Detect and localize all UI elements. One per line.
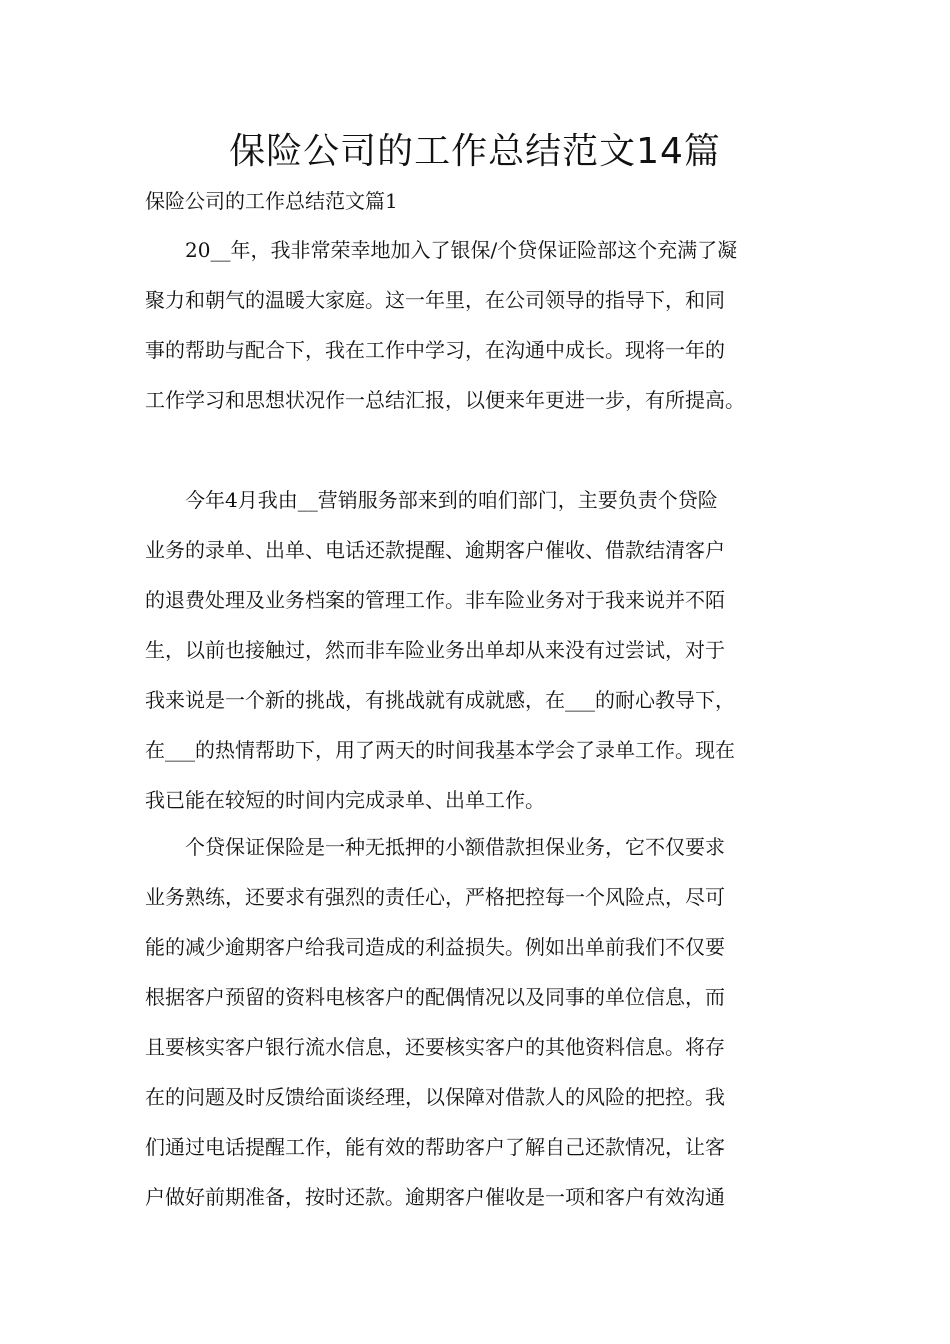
paragraph-line: 20__年，我非常荣幸地加入了银保/个贷保证险部这个充满了凝 — [145, 238, 738, 262]
paragraph-line: 且要核实客户银行流水信息，还要核实客户的其他资料信息。将存 — [145, 1035, 725, 1059]
paragraph-1 — [145, 225, 810, 425]
document-title: 保险公司的工作总结范文14篇 — [229, 131, 721, 172]
section-heading: 保险公司的工作总结范文篇1 — [145, 189, 398, 213]
paragraph-line: 事的帮助与配合下，我在工作中学习，在沟通中成长。现将一年的 — [145, 338, 725, 362]
paragraph-line: 的退费处理及业务档案的管理工作。非车险业务对于我来说并不陌 — [145, 588, 725, 612]
paragraph-2 — [145, 475, 810, 825]
paragraph-line: 生，以前也接触过，然而非车险业务出单却从来没有过尝试，对于 — [145, 638, 725, 662]
paragraph-line: 业务的录单、出单、电话还款提醒、逾期客户催收、借款结清客户 — [145, 538, 725, 562]
paragraph-line: 个贷保证保险是一种无抵押的小额借款担保业务，它不仅要求 — [145, 835, 725, 859]
paragraph-line: 们通过电话提醒工作，能有效的帮助客户了解自己还款情况，让客 — [145, 1135, 725, 1159]
paragraph-line: 在的问题及时反馈给面谈经理，以保障对借款人的风险的把控。我 — [145, 1085, 725, 1109]
paragraph-line: 我来说是一个新的挑战，有挑战就有成就感，在___的耐心教导下， — [145, 688, 735, 712]
paragraph-line: 工作学习和思想状况作一总结汇报，以便来年更进一步，有所提高。 — [145, 388, 745, 412]
paragraph-line: 在___的热情帮助下，用了两天的时间我基本学会了录单工作。现在 — [145, 738, 735, 762]
paragraph-line: 我已能在较短的时间内完成录单、出单工作。 — [145, 788, 545, 812]
paragraph-line: 业务熟练，还要求有强烈的责任心，严格把控每一个风险点，尽可 — [145, 885, 725, 909]
paragraph-line: 户做好前期准备，按时还款。逾期客户催收是一项和客户有效沟通 — [145, 1185, 725, 1209]
paragraph-line: 根据客户预留的资料电核客户的配偶情况以及同事的单位信息，而 — [145, 985, 725, 1009]
paragraph-line: 能的减少逾期客户给我司造成的利益损失。例如出单前我们不仅要 — [145, 935, 725, 959]
paragraph-3 — [145, 822, 810, 1222]
paragraph-line: 聚力和朝气的温暖大家庭。这一年里，在公司领导的指导下，和同 — [145, 288, 725, 312]
paragraph-line: 今年4月我由__营销服务部来到的咱们部门，主要负责个贷险 — [145, 488, 718, 512]
